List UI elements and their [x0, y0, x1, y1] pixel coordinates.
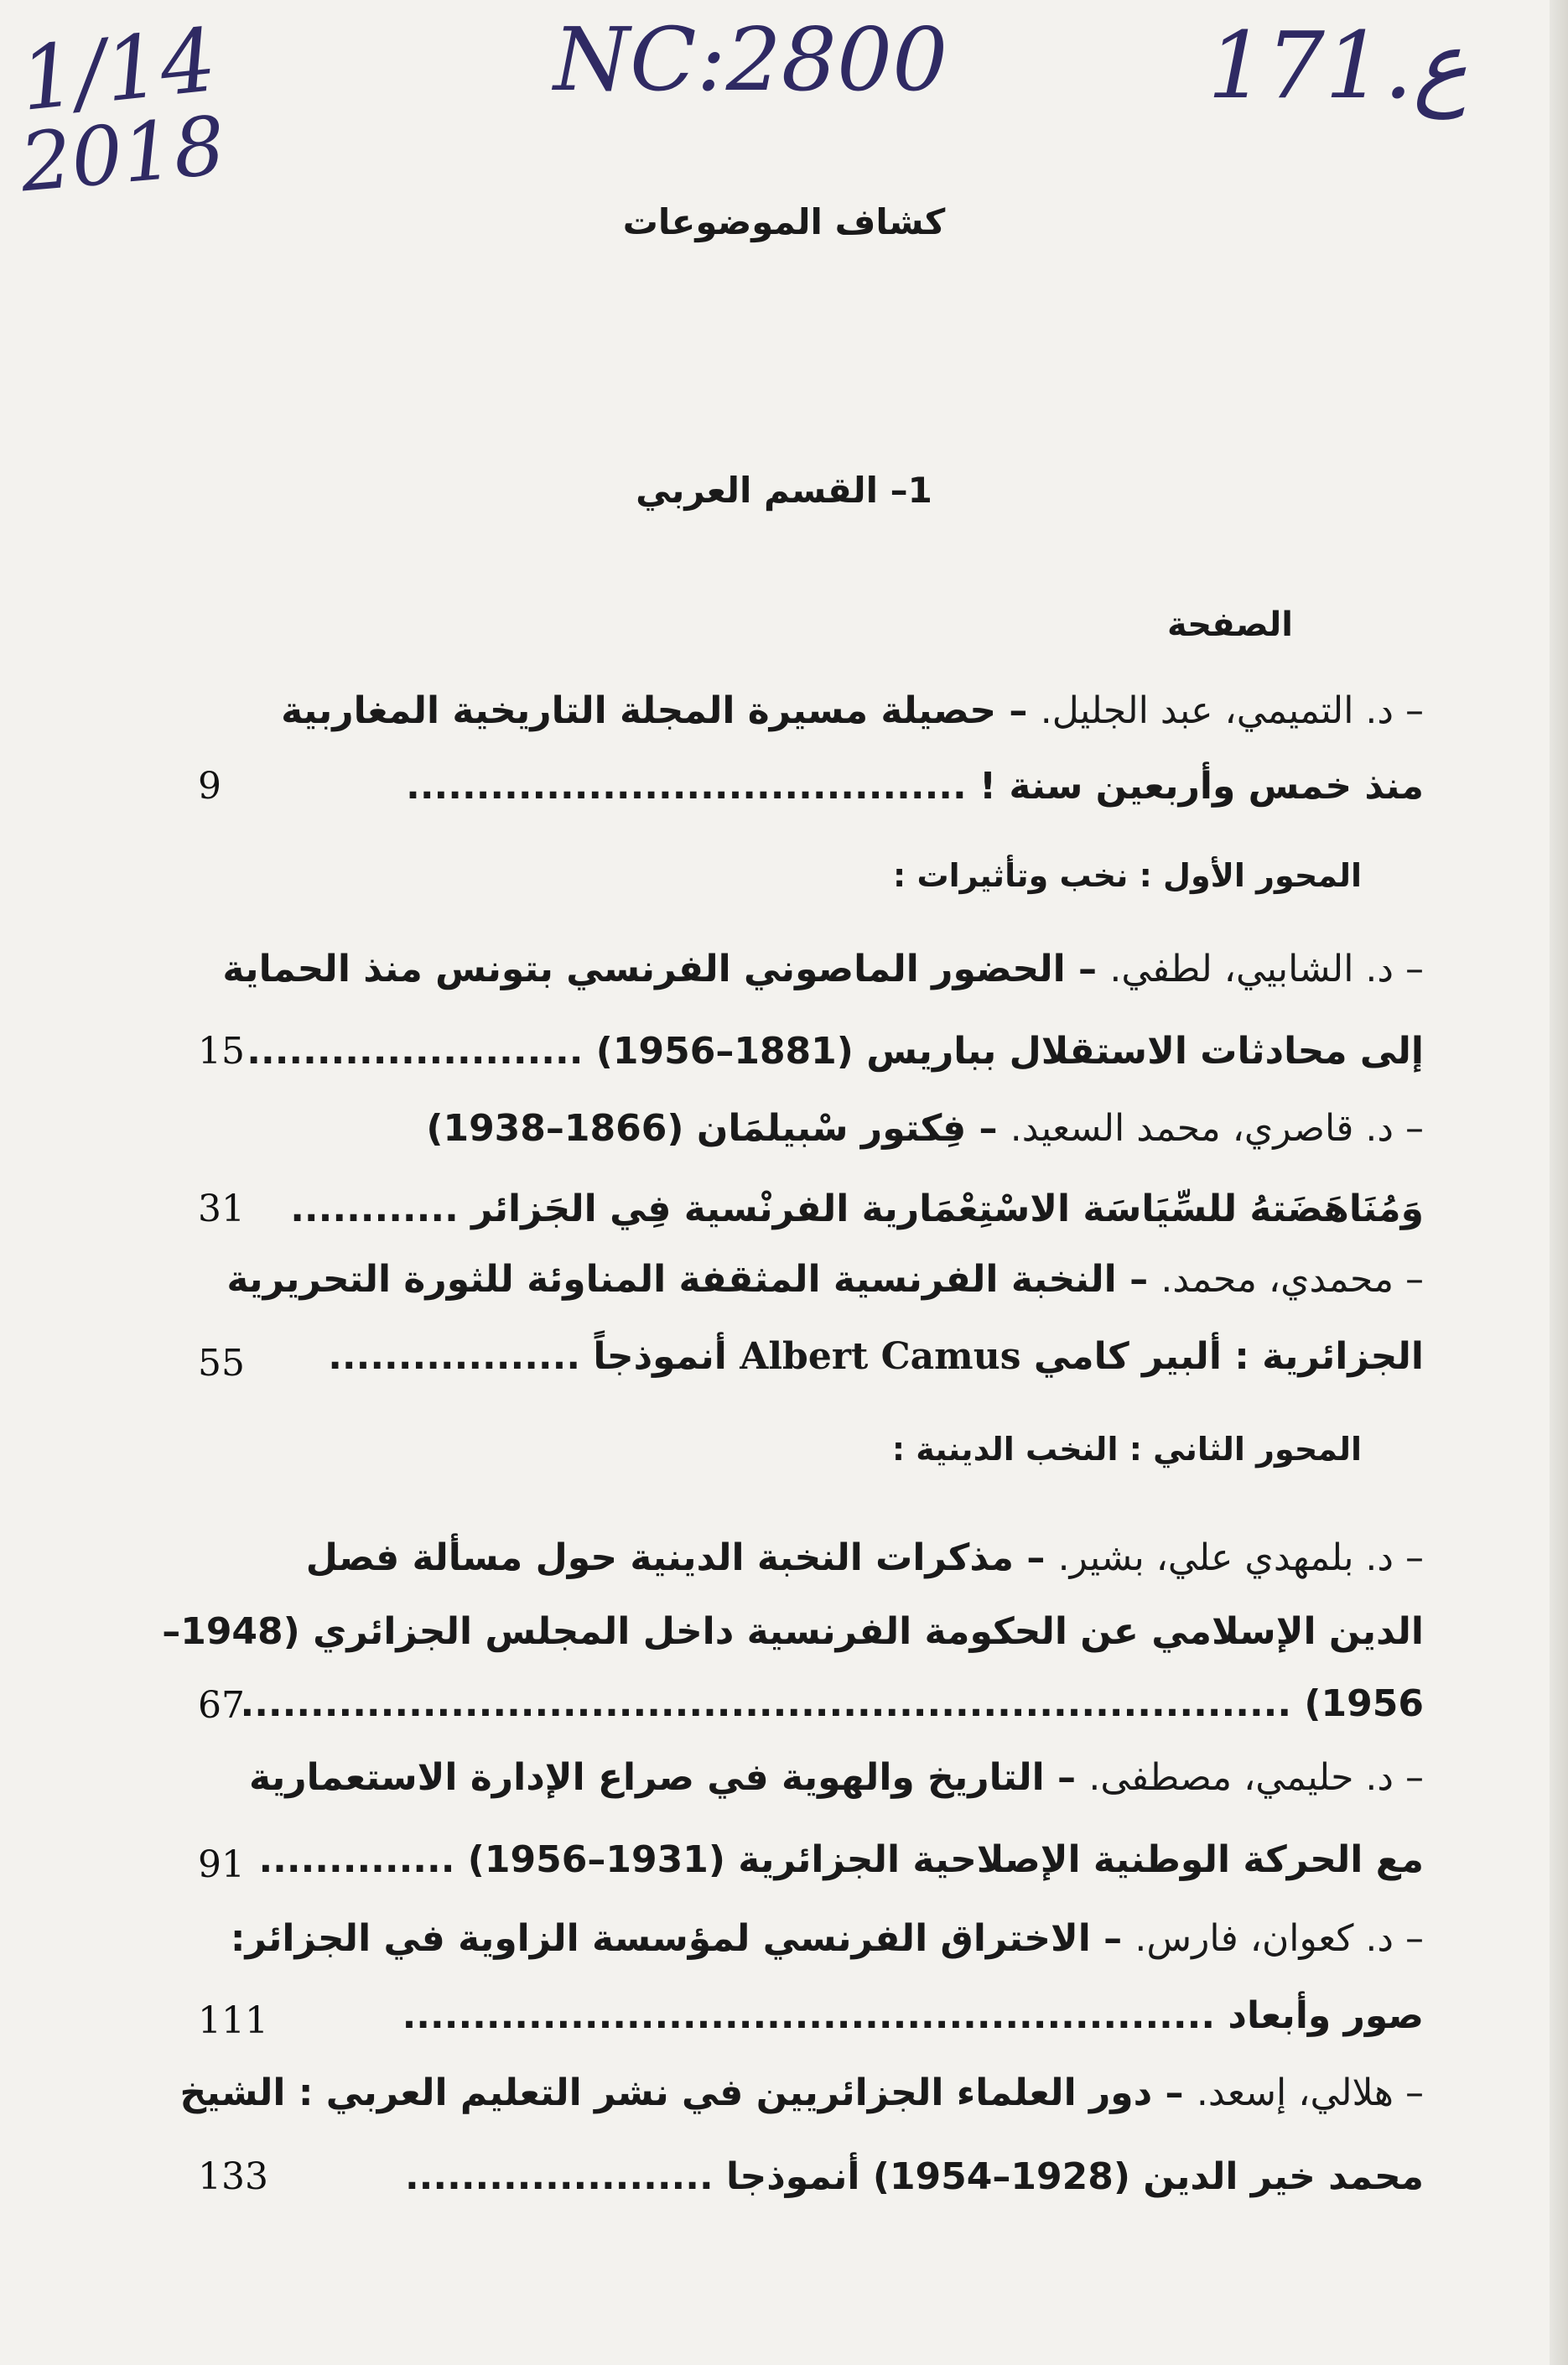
- entry-5-line-1: [306, 1535, 1424, 1582]
- entry-5-author: – د. بلمهدي علي، بشير.: [1057, 1536, 1424, 1579]
- entry-1-title: – حصيلة مسيرة المجلة التاريخية المغاربية: [281, 689, 1041, 732]
- handwritten-shelfmark: NC:2800: [553, 8, 948, 111]
- entry-4-line-2: [328, 1333, 1424, 1380]
- entry-3-line-2: وَمُنَاهَضَتهُ للسِّيَاسَة الاسْتِعْمَارية الفرنْسية فِي الجَزائر ............: [290, 1188, 1424, 1230]
- entry-6-page: 91: [198, 1843, 245, 1886]
- entry-2-author: – د. الشابيي، لطفي.: [1109, 948, 1424, 990]
- entry-5-page: 67: [198, 1684, 245, 1727]
- entry-4-line-1: [226, 1256, 1424, 1303]
- entry-8-line-1: [179, 2070, 1424, 2117]
- entry-7-line-2: صور وأبعاد ..........................................................: [402, 1994, 1424, 2037]
- entry-6-title: – التاريخ والهوية في صراع الإدارة الاستعمارية: [249, 1756, 1089, 1799]
- entry-5-title: – مذكرات النخبة الدينية حول مسألة فصل: [305, 1536, 1058, 1579]
- entry-3-line-1: [426, 1105, 1424, 1152]
- entry-5-line-3: 1956) ...........................................................................: [240, 1682, 1424, 1725]
- entry-4-text-a: الجزائرية : ألبير كامي: [1020, 1335, 1424, 1378]
- entry-1-line-1: [281, 688, 1424, 735]
- axis-second-heading: المحور الثاني : النخب الدينية :: [891, 1431, 1362, 1468]
- entry-2-line-1: [222, 946, 1424, 993]
- entry-6-author: – د. حليمي، مصطفى.: [1088, 1756, 1424, 1799]
- entry-4-page: 55: [198, 1342, 245, 1385]
- handwritten-code: 171.ع: [1207, 12, 1468, 119]
- entry-7-line-1: [231, 1915, 1424, 1962]
- entry-8-page: 133: [198, 2155, 268, 2198]
- page-column-label: الصفحة: [1166, 606, 1293, 644]
- handwritten-number: 1/14: [15, 8, 221, 131]
- entry-8-title: – دور العلماء الجزائريين في نشر التعليم العربي : الشيخ: [179, 2071, 1197, 2114]
- entry-8-line-2: محمد خير الدين (1928–1954) أنموذجا ......................: [404, 2155, 1424, 2198]
- page-edge: [1550, 0, 1568, 2365]
- entry-1-line-2: منذ خمس وأربعين سنة ! ........................................: [406, 765, 1424, 808]
- entry-3-author: – د. قاصري، محمد السعيد.: [1010, 1107, 1424, 1150]
- section-heading: 1– القسم العربي: [636, 470, 932, 511]
- page-title: كشاف الموضوعات: [622, 201, 946, 242]
- entry-7-title: – الاختراق الفرنسي لمؤسسة الزاوية في الجزائر:: [230, 1917, 1135, 1960]
- entry-7-author: – د. كعوان، فارس.: [1134, 1917, 1424, 1960]
- entry-2-page: 15: [198, 1030, 245, 1073]
- entry-2-line-2: إلى محادثات الاستقلال بباريس (1881–1956) ........................: [247, 1030, 1424, 1073]
- entry-4-latin-name: Albert Camus: [740, 1335, 1021, 1378]
- entry-8-author: – هلالي، إسعد.: [1196, 2071, 1424, 2114]
- axis-first-heading: المحور الأول : نخب وتأثيرات :: [893, 857, 1362, 894]
- entry-4-title: – النخبة الفرنسية المثقفة المناوئة للثورة التحريرية: [226, 1258, 1161, 1301]
- entry-4-author: – محمدي، محمد.: [1160, 1258, 1424, 1301]
- entry-3-title: – فِكتور سْبيلمَان (1866–1938): [426, 1107, 1010, 1150]
- entry-5-line-2: الدين الإسلامي عن الحكومة الفرنسية داخل المجلس الجزائري (1948–: [162, 1610, 1424, 1653]
- entry-1-author: – د. التميمي، عبد الجليل.: [1040, 689, 1424, 732]
- entry-6-line-2: مع الحركة الوطنية الإصلاحية الجزائرية (1931–1956) ..............: [258, 1838, 1424, 1881]
- entry-3-page: 31: [198, 1188, 245, 1230]
- entry-1-page: 9: [198, 765, 221, 808]
- entry-6-line-1: [249, 1754, 1424, 1801]
- entry-4-text-b: أنموذجاً ..................: [328, 1335, 740, 1378]
- handwritten-year: 2018: [16, 98, 229, 211]
- entry-2-title: – الحضور الماصوني الفرنسي بتونس منذ الحماية: [222, 948, 1110, 990]
- entry-7-page: 111: [198, 1999, 268, 2042]
